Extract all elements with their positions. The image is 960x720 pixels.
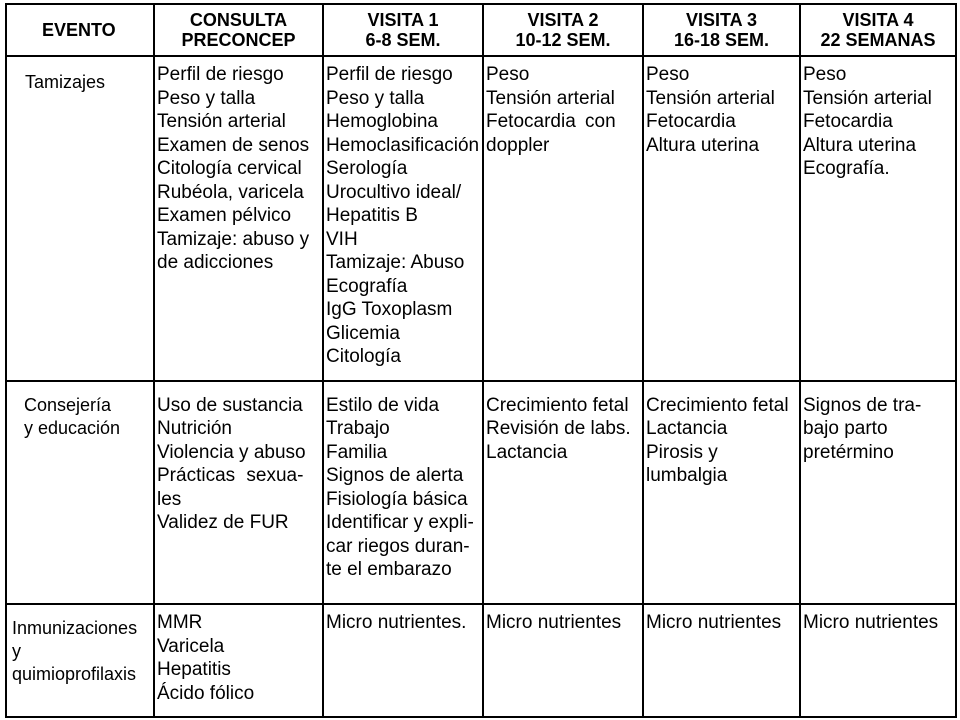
cell-line: Fetocardia [803, 111, 893, 132]
cell-line: Lactancia [646, 418, 728, 440]
cell-consejeria-visita-4 [800, 381, 956, 604]
cell-line: Tensión arterial [803, 87, 932, 109]
cell-line: Rubéola, varicela [157, 181, 304, 203]
cell-line: de adicciones [157, 252, 274, 273]
header-text: VISITA 4 [842, 10, 914, 30]
header-cell-evento [6, 4, 154, 56]
cell-line: MMR [157, 612, 203, 634]
cell-line: Altura uterina [646, 134, 760, 156]
cell-line: Varicela [157, 635, 225, 657]
cell-line: Nutrición [157, 418, 232, 440]
cell-line: Tamizaje: abuso y [157, 228, 310, 250]
cell-line: Serología [326, 158, 408, 179]
cell-line: Examen de senos [157, 134, 310, 156]
header-text: PRECONCEP [181, 30, 296, 50]
cell-line: Crecimiento fetal [486, 394, 629, 416]
row-label-text: Inmunizaciones [12, 618, 138, 639]
row-label-consejeria [6, 381, 154, 604]
header-text: 16-18 SEM. [673, 30, 770, 50]
cell-line: Signos de tra- [803, 394, 922, 416]
row-label-text: Tamizajes [25, 72, 106, 92]
header-text: EVENTO [42, 20, 116, 40]
cell-line: Estilo de vida [326, 394, 440, 416]
cell-consejeria-visita-2 [483, 381, 643, 604]
cell-inmunizaciones-visita-2 [483, 604, 643, 717]
cell-line: Tensión arterial [486, 87, 615, 109]
cell-tamizajes-visita-2 [483, 56, 643, 381]
cell-line: Uso de sustancia [157, 394, 303, 416]
cell-line: Peso y talla [157, 87, 256, 109]
cell-line: te el embarazo [326, 559, 452, 581]
cell-line: Signos de alerta [326, 465, 464, 487]
cell-line: Citología [326, 346, 401, 367]
cell-line: Fetocardia [646, 111, 736, 132]
row-label-text: y [12, 641, 21, 662]
cell-consejeria-visita-3 [643, 381, 800, 604]
cell-line: Identificar y expli- [326, 512, 474, 534]
cell-line: Altura uterina [803, 134, 917, 156]
cell-line: Hepatitis B [326, 205, 418, 226]
cell-tamizajes-visita-3 [643, 56, 800, 381]
cell-line: les [157, 488, 182, 510]
cell-line: lumbalgia [646, 465, 728, 487]
row-label-inmunizaciones [6, 604, 154, 717]
cell-line: Micro nutrientes [803, 612, 939, 634]
cell-line: Micro nutrientes [486, 612, 622, 634]
cell-line: Violencia y abuso [157, 441, 306, 463]
cell-line: Perfil de riesgo [326, 64, 453, 85]
table-row-inmunizaciones [6, 604, 956, 717]
cell-line: Ecografía [326, 275, 408, 297]
cell-line: Crecimiento fetal [646, 394, 789, 416]
cell-tamizajes-visita-1 [323, 56, 483, 381]
table-row-consejeria [6, 381, 956, 604]
header-cell-visita-3 [643, 4, 800, 56]
cell-line: Tamizaje: Abuso [326, 252, 465, 273]
cell-line: Prácticas sexua- [157, 465, 304, 487]
header-text: 6-8 SEM. [365, 30, 441, 50]
header-text: VISITA 1 [367, 10, 439, 30]
cell-tamizajes-consulta [154, 56, 323, 381]
cell-line: IgG Toxoplasm [326, 299, 453, 320]
cell-line: pretérmino [803, 441, 894, 463]
header-text: VISITA 2 [527, 10, 599, 30]
cell-line: Peso [803, 64, 847, 85]
cell-inmunizaciones-consulta [154, 604, 323, 717]
row-label-text: Consejería [24, 394, 112, 415]
cell-line: VIH [326, 228, 358, 250]
prenatal-visits-table [5, 3, 957, 718]
table-row-tamizajes [6, 56, 956, 381]
header-text: 22 SEMANAS [820, 30, 936, 50]
cell-line: Micro nutrientes. [326, 612, 467, 634]
header-cell-visita-1 [323, 4, 483, 56]
cell-line: bajo parto [803, 418, 888, 440]
cell-consejeria-consulta [154, 381, 323, 604]
header-text: CONSULTA [189, 10, 288, 30]
cell-line: Tensión arterial [157, 111, 286, 132]
cell-line: Fetocardia con [486, 111, 616, 132]
cell-line: Lactancia [486, 441, 568, 463]
cell-line: Micro nutrientes [646, 612, 782, 634]
cell-line: Glicemia [326, 322, 400, 344]
cell-inmunizaciones-visita-1 [323, 604, 483, 717]
cell-line: Perfil de riesgo [157, 64, 284, 85]
row-label-text: y educación [24, 417, 121, 438]
cell-line: Hepatitis [157, 659, 231, 681]
cell-line: Hemoclasificación [326, 134, 480, 156]
cell-line: Citología cervical [157, 158, 302, 179]
cell-line: Examen pélvico [157, 205, 292, 226]
cell-line: Urocultivo ideal/ [326, 181, 462, 203]
cell-inmunizaciones-visita-3 [643, 604, 800, 717]
cell-consejeria-visita-1 [323, 381, 483, 604]
cell-line: Peso [646, 64, 690, 85]
cell-line: Validez de FUR [157, 512, 289, 534]
cell-line: Trabajo [326, 418, 390, 440]
cell-tamizajes-visita-4 [800, 56, 956, 381]
cell-line: Ecografía. [803, 158, 890, 179]
row-label-tamizajes [6, 56, 154, 381]
cell-line: Revisión de labs. [486, 418, 631, 440]
row-label-text: quimioprofilaxis [12, 664, 137, 685]
cell-line: Pirosis y [646, 441, 718, 463]
header-text: VISITA 3 [685, 10, 757, 30]
cell-line: car riegos duran- [326, 535, 470, 557]
cell-line: Familia [326, 441, 388, 463]
header-text: 10-12 SEM. [515, 30, 611, 50]
prenatal-visits-table-frame [5, 3, 955, 718]
cell-inmunizaciones-visita-4 [800, 604, 956, 717]
cell-line: Ácido fólico [157, 682, 255, 704]
cell-line: Peso y talla [326, 87, 425, 109]
cell-line: Peso [486, 64, 530, 85]
cell-line: Fisiología básica [326, 488, 468, 510]
cell-line: doppler [486, 134, 550, 156]
cell-line: Hemoglobina [326, 111, 438, 132]
header-cell-visita-4 [800, 4, 956, 56]
header-cell-consulta-preconcep [154, 4, 323, 56]
cell-line: Tensión arterial [646, 87, 775, 109]
header-cell-visita-2 [483, 4, 643, 56]
table-header-row [6, 4, 956, 56]
